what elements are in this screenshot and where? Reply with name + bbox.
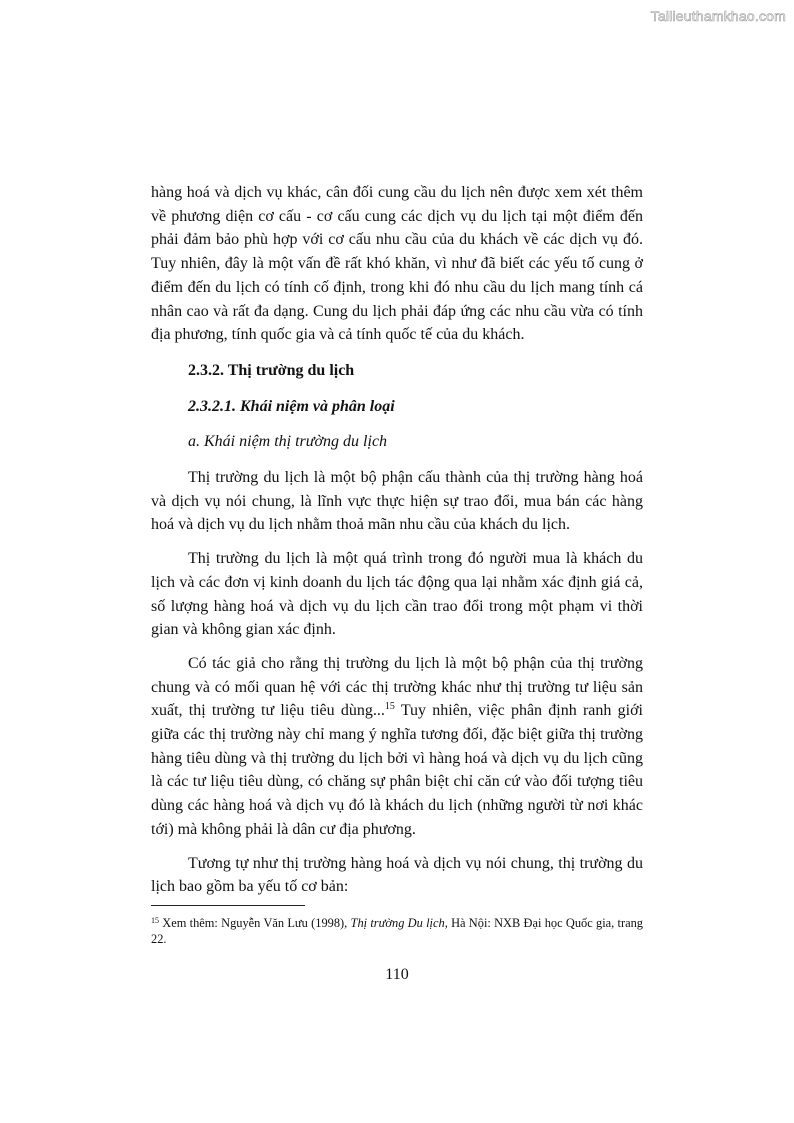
page-body: [151, 181, 643, 948]
intro-paragraph: hàng hoá và dịch vụ khác, cân đối cung cầu du lịch nên được xem xét thêm về phương diện cơ cấu - cơ cấu cung các dịch vụ du lịch tại một điểm đến phải đảm bảo phù hợp với cơ cấu nhu cầu của du khách về các dịch vụ đó. Tuy nhiên, đây là một vấn đề rất khó khăn, vì như đã biết các yếu tố cung ở điểm đến du lịch có tính cố định, trong khi đó nhu cầu du lịch mang tính cá nhân cao và rất đa dạng. Cung du lịch phải đáp ứng các nhu cầu vừa có tính địa phương, tính quốc gia và cả tính quốc tế của du khách.: [151, 184, 643, 344]
watermark: Tailieuthamkhao.com: [650, 8, 786, 24]
paragraph-3-text-2: Tuy nhiên, việc phân định ranh giới giữa các thị trường này chỉ mang ý nghĩa tương đối, đặc biệt giữa thị trường hàng tiêu dùng và thị trường du lịch bởi vì hàng hoá và dịch vụ du lịch cũng là các tư liệu tiêu dùng, có chăng sự phân biệt chỉ căn cứ vào đối tượng tiêu dùng các hàng hoá và dịch vụ đó là khách du lịch (những người từ nơi khác tới) mà không phải là dân cư địa phương.: [151, 702, 643, 838]
subheading: a. Khái niệm thị trường du lịch: [188, 433, 388, 451]
paragraph-4: Tương tự như thị trường hàng hoá và dịch vụ nói chung, thị trường du lịch bao gồm ba yếu tố cơ bản:: [151, 854, 643, 896]
section-heading: 2.3.2. Thị trường du lịch: [188, 361, 355, 379]
footnote-number: 15: [151, 915, 159, 925]
footnote-text-after: , Hà Nội: NXB Đại học Quốc gia, trang 22.: [151, 915, 643, 947]
paragraph-2: Thị trường du lịch là một quá trình trong đó người mua là khách du lịch và các đơn vị kinh doanh du lịch tác động qua lại nhằm xác định giá cả, số lượng hàng hoá và dịch vụ du lịch cần trao đổi trong một phạm vi thời gian và không gian xác định.: [151, 550, 643, 639]
subsection-heading: 2.3.2.1. Khái niệm và phân loại: [188, 397, 395, 415]
page-number: 110: [385, 966, 409, 983]
footnote-text-before: Xem thêm: Nguyễn Văn Lưu (1998),: [159, 915, 351, 930]
footnote-divider: [151, 905, 305, 906]
paragraph-3: [151, 652, 643, 842]
footnote-reference: 15: [384, 701, 395, 713]
footnote: [151, 915, 643, 948]
footnote-title: Thị trường Du lịch: [350, 915, 445, 930]
paragraph-3-text-1: Có tác giả cho rằng thị trường du lịch là một bộ phận của thị trường chung và có mối quan hệ với các thị trường khác như thị trường tư liệu sản xuất, thị trường tư liệu tiêu dùng...: [151, 654, 643, 720]
paragraph-1: Thị trường du lịch là một bộ phận cấu thành của thị trường hàng hoá và dịch vụ nói chung, là lĩnh vực thực hiện sự trao đổi, mua bán các hàng hoá và dịch vụ du lịch nhằm thoả mãn nhu cầu của khách du lịch.: [151, 469, 643, 534]
